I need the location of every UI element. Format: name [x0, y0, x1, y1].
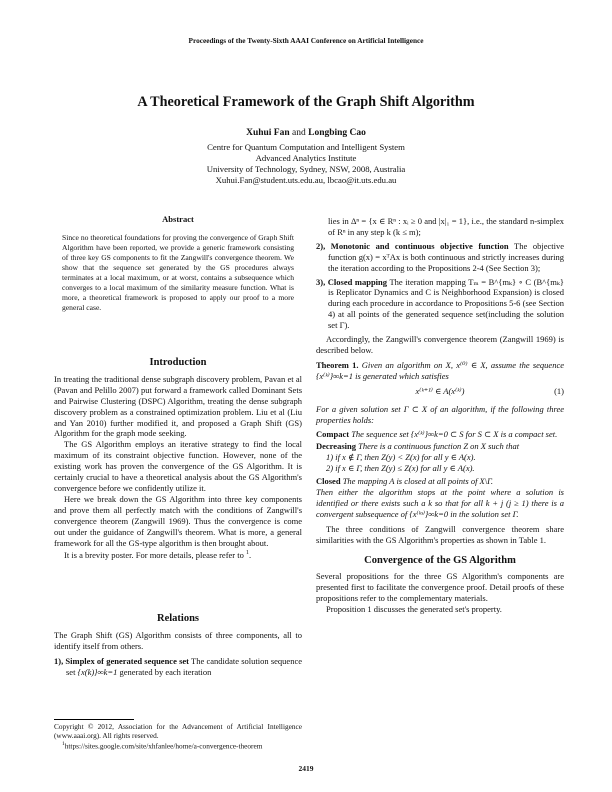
relations-item-3: [316, 277, 564, 332]
closed-property: [316, 476, 564, 487]
intro-p4-text: It is a brevity poster. For more details, please refer to: [64, 550, 244, 561]
item-3-text: The iteration mapping Tₘ = B^{mₖ} ∘ C (B^{mₖ} is Replicator Dynamics and C is Neighborhood Expansion) is closed during each procedure in accordance to Propositions 5-6 (see Section 4) at all points of the generated sequence set(including the solution set Γ).: [328, 276, 564, 331]
author-2: Longbing Cao: [308, 128, 366, 138]
decreasing-condition-1: 1) if x ∉ Γ, then Z(y) < Z(x) for all y ∈ A(x).: [326, 452, 476, 463]
item-3-label: 3), Closed mapping: [316, 276, 388, 287]
footnotes: [54, 719, 302, 751]
author-and: and: [292, 128, 306, 138]
equation-1-body: x⁽ᵏ⁺¹⁾ ∈ A(x⁽ᵏ⁾): [415, 385, 465, 396]
compact-text: The sequence set {x⁽ᵏ⁾}∞k=0 ⊂ S for S ⊂ X is a compact set.: [351, 428, 558, 439]
affiliation-line: Centre for Quantum Computation and Intelligent System: [207, 142, 405, 152]
theorem-1: [316, 360, 564, 382]
item-2-text: The objective function g(x) = xᵀAx is both continuous and strictly increases during the iteration according to the Propositions 2-4 (See Section 3);: [328, 240, 564, 273]
three-conditions-paragraph: The three conditions of Zangwill convergence theorem share similarities with the GS Algorithm's properties as shown in Table 1.: [316, 523, 564, 545]
author-1: Xuhui Fan: [246, 128, 290, 138]
theorem-label: Theorem 1.: [316, 359, 359, 370]
footnote-1-mark: 1: [62, 741, 65, 748]
proceedings-header: Proceedings of the Twenty-Sixth AAAI Conference on Artificial Intelligence: [188, 36, 424, 45]
intro-paragraph-2: The GS Algorithm employs an iterative strategy to find the local maximum of its constraint objective function. However, none of the existing work has proven the convergence of the GS Algorithm. It is certainly crucial to have a theoretical analysis about the GS Algorithm's convergence before we confidently utilize it.: [54, 439, 302, 493]
affiliation-email: Xuhui.Fan@student.uts.edu.au, lbcao@it.uts.edu.au: [215, 175, 397, 185]
compact-label: Compact: [316, 428, 350, 439]
paper-title: A Theoretical Framework of the Graph Shift Algorithm: [137, 94, 475, 110]
accordingly-paragraph: Accordingly, the Zangwill's convergence theorem (Zangwill 1969) is described below.: [316, 334, 564, 355]
item-2-label: 2), Monotonic and continuous objective function: [316, 240, 509, 251]
abstract-text: Since no theoretical foundations for proving the convergence of Graph Shift Algorithm have been reported, we provide a generic framework consisting of three key GS components to fit the Zangwill's convergence theorem. We show that the sequence set generated by the GS procedures always terminates at a local maximum, or at worst, contains a subsequence which converges to a local maximum of the similarity measure function. What is more, a theoretical framework is proposed to apply our proof to a more general case.: [62, 232, 294, 312]
affiliation-line: Advanced Analytics Institute: [255, 153, 357, 163]
intro-paragraph-1: In treating the traditional dense subgraph discovery problem, Pavan et al (Pavan and Pelillo 2007) put forward a framework called Dominant Sets and Pairwise Clustering (DSPC) Algorithm, treating the dense subgraph discovery problem as a constrained optimization problem. Liu et al (Liu and Yan 2010) further modified it, and proposed a Graph Shift (GS) Algorithm for the graph mode seeking.: [54, 373, 302, 439]
relations-section: [54, 614, 302, 678]
page-number: 2419: [298, 764, 314, 773]
abstract-block: [62, 214, 294, 313]
theorem-conclusion: Then either the algorithm stops at the point where a solution is identified or there exists such a k so that for all k + j (j ≥ 1) there is a convergent subsequence of {x⁽ᵏˢ⁾}∞k=0 in the solution set Γ.: [316, 487, 564, 519]
compact-property: [316, 429, 564, 440]
decreasing-label: Decreasing: [316, 441, 356, 452]
relations-item-2: [316, 241, 564, 274]
equation-1: [316, 386, 564, 400]
item-1-continued: lies in Δⁿ = {x ∈ Rⁿ : xᵢ ≥ 0 and |x|₁ = 1}, i.e., the standard n-simplex of Rⁿ in any step k (k ≤ m);: [328, 216, 564, 237]
authors: [0, 128, 612, 138]
item-1-text-b: generated by each iteration: [119, 666, 212, 677]
introduction-heading: Introduction: [149, 357, 207, 368]
abstract-heading: Abstract: [162, 214, 194, 224]
convergence-paragraph-2: Proposition 1 discusses the generated set's property.: [326, 604, 502, 615]
closed-text: The mapping A is closed at all points of X\Γ.: [342, 476, 493, 487]
convergence-paragraph-1: Several propositions for the three GS Algorithm's components are presented first to facilitate the convergence proof. Detail proofs of these propositions refer to the complementary materials.: [316, 571, 564, 604]
affiliation-line: University of Technology, Sydney, NSW, 2008, Australia: [206, 164, 406, 174]
item-1-label: 1), Simplex of generated sequence set: [54, 655, 189, 666]
introduction-section: [54, 358, 302, 561]
intro-paragraph-4: [54, 548, 302, 561]
convergence-heading: Convergence of the GS Algorithm: [364, 554, 516, 566]
relations-item-1: [54, 656, 302, 678]
footnote-ref: 1: [246, 550, 249, 557]
item-1-math: {x(k)}∞k=1: [77, 666, 118, 677]
intro-p4-end: .: [249, 550, 252, 561]
right-column-content: [316, 216, 564, 615]
copyright-note: Copyright © 2012, Association for the Advancement of Artificial Intelligence (www.aaai.org). All rights reserved.: [54, 722, 302, 741]
item-1-text: The candidate solution sequence set: [66, 655, 302, 677]
footnote-rule: [54, 719, 134, 720]
footnote-1: [54, 740, 302, 751]
theorem-condition: For a given solution set Γ ⊂ X of an algorithm, if the following three properties holds:: [316, 403, 564, 425]
intro-paragraph-3: Here we break down the GS Algorithm into three key components and prove them all perfectly match with the conditions of Zangwill's convergence theorem (Zangwill 1969). Thus the convergence is come out under the guidance of Zangwill's theorem. What is more, a general framework for all the GS-type algorithm is then brought about.: [54, 493, 302, 548]
relations-paragraph: The Graph Shift (GS) Algorithm consists of three components, all to identify itself from others.: [54, 629, 302, 651]
footnote-1-url: https://sites.google.com/site/xhfanlee/home/a-convergence-theorem: [64, 741, 263, 751]
closed-label: Closed: [316, 476, 341, 487]
equation-1-number: (1): [554, 385, 564, 396]
decreasing-property: [316, 441, 564, 452]
affiliation: [0, 142, 612, 186]
relations-heading: Relations: [157, 613, 199, 624]
decreasing-condition-2: 2) if x ∈ Γ, then Z(y) ≤ Z(x) for all y ∈ A(x).: [326, 463, 475, 474]
decreasing-text: There is a continuous function Z on X such that: [358, 441, 520, 452]
theorem-text: Given an algorithm on X, x⁽⁰⁾ ∈ X, assume the sequence {x⁽ᵏ⁾}∞k=1 is generated which satisfies: [316, 359, 565, 381]
